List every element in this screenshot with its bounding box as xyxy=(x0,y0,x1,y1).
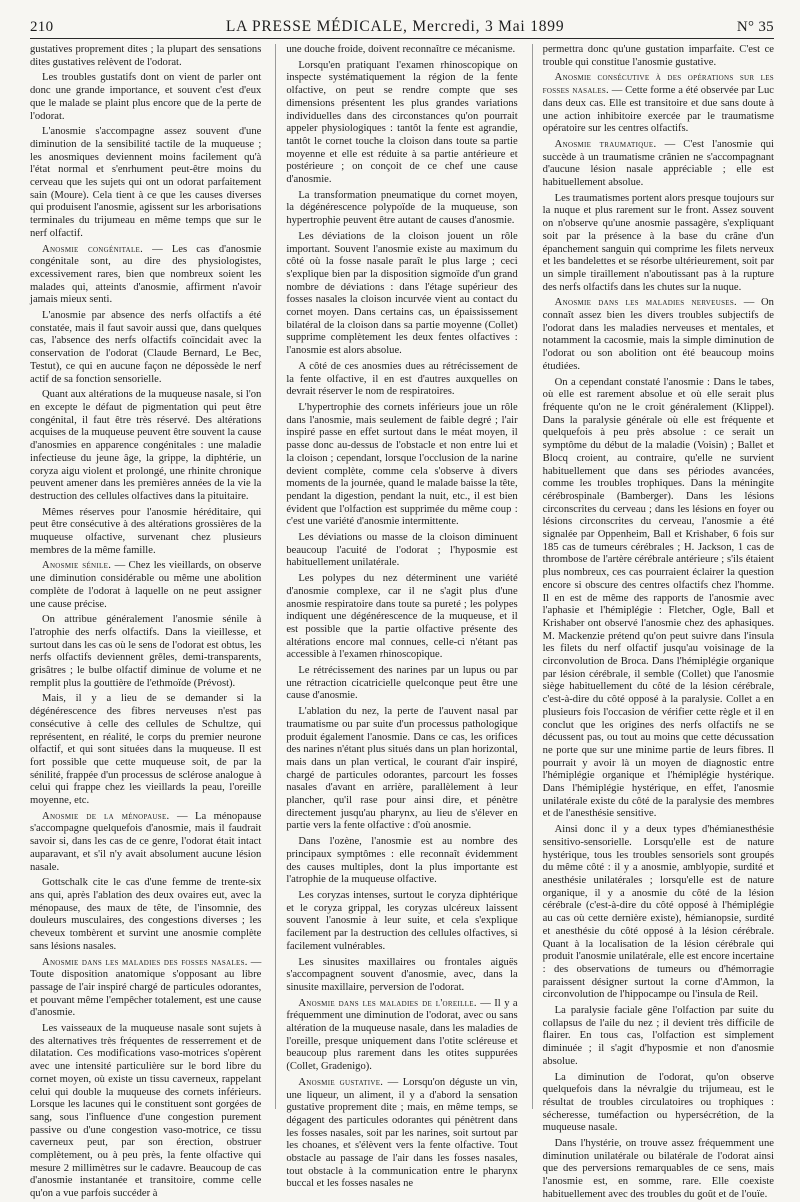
section-heading: Anosmie traumatique. xyxy=(554,138,657,150)
paragraph xyxy=(286,890,517,954)
paragraph xyxy=(286,190,517,228)
paragraph xyxy=(30,614,261,690)
paragraph-text: — Lorsqu'on déguste un vin, une liqueur, un aliment, il y a d'abord la sensation gustative proprement dite ; mais, en même temps, se dégagent des particules odorantes qui pénètrent dans les fosses nasales, soit par les narines, soit surtout par les choanes, et s'élèvent vers la fente olfactive. Tout obstacle au passage de l'air dans les fosses nasales, tout obstacle à la communication entre le pharynx buccal et les fosses nasales ne xyxy=(286,1076,518,1190)
section-heading: Anosmie congénitale. xyxy=(42,243,144,255)
paragraph-text: permettra donc qu'une gustation imparfaite. C'est ce trouble qui constitue l'anosmie gustative. xyxy=(542,44,774,68)
paragraph xyxy=(30,957,261,1021)
paragraph-text: La paralysie faciale gêne l'olfaction par suite du collapsus de l'aile du nez ; il devient très difficile de flairer. En tous cas, l'olfaction est simplement diminuée ; il s'agit d'hyposmie et non d'anosmie absolue. xyxy=(542,1005,774,1067)
paragraph xyxy=(30,310,261,386)
paragraph xyxy=(30,72,261,123)
paragraph xyxy=(286,1077,517,1191)
paragraph xyxy=(543,1005,774,1069)
paragraph xyxy=(286,231,517,358)
paragraph xyxy=(30,811,261,875)
section-heading: Anosmie dans les maladies nerveuses. xyxy=(554,297,737,309)
journal-title: LA PRESSE MÉDICALE, Mercredi, 3 Mai 1899 xyxy=(225,18,565,35)
paragraph xyxy=(543,824,774,1002)
paragraph-text: Les vaisseaux de la muqueuse nasale sont sujets à des alternatives très fréquentes de resserrement et de dilatation. Ces modifications vaso-motrices s'opèrent avec une intensité particulière sur le bord libre du cornet moyen, où existe un tissu caverneux, rappelant celui qui double la muqueuse des cornets inférieurs. Lorsque les lacunes qui le constituent sont gorgées de sang, sous l'influence d'une congestion purement passive ou d'une congestion vaso-motrice, ce tissu caverneux peut, par son érection, obstruer complètement, ou à peu près, la fente olfactive qui mesure 2 millimètres sur le cadavre. Beaucoup de cas d'anosmie instantanée et transitoire, comme celle qu'on a vue parfois succéder à xyxy=(30,1023,262,1200)
paragraph xyxy=(543,72,774,136)
paragraph-text: Les coryzas intenses, surtout le coryza diphtérique et le coryza grippal, les coryzas ulcéreux laissent souvent l'anosmie à leur suite, et cela s'explique facilement par la destruction des cellules olfactives, si facilement vulnérables. xyxy=(286,890,518,952)
paragraph-text: L'anosmie par absence des nerfs olfactifs a été constatée, mais il faut savoir aussi que, dans quelques cas, l'absence des nerfs olfactifs coïncidait avec la conservation de l'odorat (Claude Bernard, Le Bec, Testut), ce qui en aucune façon ne dépossède le nerf actif de sa fonction sensorielle. xyxy=(30,310,262,385)
paragraph xyxy=(30,1023,261,1201)
paragraph-text: L'ablation du nez, la perte de l'auvent nasal par traumatisme ou par suite d'un processus pathologique produit également l'anosmie. Dans ce cas, les orifices des narines n'étant plus situés dans un plan horizontal, mais dans un plan vertical, le courant d'air inspiré, chargé de particules odorantes, parcourt les fosses nasales d'avant en arrière, parallèlement à leur plancher, qu'il rase pour ainsi dire, et pénètre directement jusqu'au pharynx, au lieu de s'élever en partie vers la fente olfactive : d'où anosmie. xyxy=(286,706,518,832)
paragraph-text: — Il y a fréquemment une diminution de l'odorat, avec ou sans altération de la muqueuse nasale, dans les maladies de l'oreille, presque uniquement dans l'otite scléreuse et beaucoup plus rarement dans les otites suppurées (Collet, Gradenigo). xyxy=(286,997,518,1073)
paragraph xyxy=(543,139,774,190)
page-header xyxy=(30,10,774,39)
paragraph-text: A côté de ces anosmies dues au rétrécissement de la fente olfactive, il en est d'autres auxquelles on devrait réserver le nom de respiratoires. xyxy=(286,360,518,398)
paragraph-text: Le rétrécissement des narines par un lupus ou par une rétraction cicatricielle quelconque peut être une cause d'anosmie. xyxy=(286,665,518,702)
paragraph xyxy=(286,836,517,887)
paragraph-text: — Toute disposition anatomique s'opposant au libre passage de l'air inspiré chargé de particules odorantes, et pouvant même l'empêcher totalement, est une cause d'anosmie. xyxy=(30,956,262,1019)
column-middle xyxy=(275,44,518,1190)
paragraph xyxy=(30,126,261,240)
paragraph xyxy=(30,877,261,953)
paragraph xyxy=(543,297,774,373)
paragraph-text: Les déviations ou masse de la cloison diminuent beaucoup l'acuité de l'odorat ; l'hyposmie est habituellement unilatérale. xyxy=(286,532,518,569)
paragraph xyxy=(543,1138,774,1202)
paragraph-text: Ainsi donc il y a deux types d'hémianesthésie sensitivo-sensorielle. Lorsqu'elle est de nature hystérique, tous les troubles sensoriels sont groupés du même côté : il y a anosmie, amblyopie, surdité et anesthésie unilatérales ; lorsqu'elle est de nature organique, il y a anosmie du côté de la lésion cérébrale (c'est-à-dire du côté opposé à l'hémiplégie au cas où cette dernière existe), hémianopsie, surdité et anesthésie du côté opposé à la lésion cérébrale. Quant à la localisation de la lésion cérébrale qui produit l'anosmie unilatérale, elle est encore incertaine : des observations de tumeurs ou d'hémorragie paraissent désigner surtout la corne d'Ammon, la circonvolution de l'hippocampe ou l'insula de Reil. xyxy=(542,824,774,1001)
column-left xyxy=(30,44,262,1200)
paragraph xyxy=(543,377,774,822)
article-body xyxy=(30,44,774,1200)
section-heading: Anosmie consécutive à des opérations sur les fosses nasales. xyxy=(542,72,774,97)
paragraph xyxy=(286,60,517,187)
paragraph-text: — La ménopause s'accompagne quelquefois d'anosmie, mais il faudrait savoir si, dans les cas de ce genre, l'odorat était intact auparavant, et s'il n'y avait absolument aucune lésion nasale. xyxy=(30,810,262,873)
paragraph-text: La transformation pneumatique du cornet moyen, la dégénérescence polypoïde de la muqueuse, son hypertrophie peuvent être autant de causes d'anosmie. xyxy=(286,189,518,227)
paragraph-text: — Cette forme a été observée par Luc dans deux cas. Elle est transitoire et due sans doute à une action inhibitoire exercée par le traumatisme opératoire sur les centres olfactifs. xyxy=(542,85,774,135)
paragraph-text: — C'est l'anosmie qui succède à un traumatisme crânien ne s'accompagnant d'aucune lésion nasale appréciable ; elle est habituellement absolue. xyxy=(542,138,774,189)
paragraph xyxy=(30,244,261,308)
paragraph-text: Les déviations de la cloison jouent un rôle important. Souvent l'anosmie existe au maximum du côté où la fosse nasale paraît le plus large ; ceci s'explique bien par la disposition sigmoïde d'un grand nombre de déviations : dans l'étage supérieur des fosses nasales la cloison incurvée vient au contact du cornet moyen. Dans certains cas, un épaississement bilatéral de la cloison dans sa partie moyenne (Collet) supprime complètement les deux fentes olfactives : l'anosmie est alors absolue. xyxy=(286,230,518,357)
paragraph-text: — Chez les vieillards, on observe une diminution considérable ou même une abolition complète de l'odorat à laquelle on ne peut assigner une cause précise. xyxy=(30,560,262,610)
paragraph-text: — On connaît assez bien les divers troubles subjectifs de l'odorat dans les maladies nerveuses et mentales, et notamment la cacosmie, mais la simple diminution de l'odorat ou son abolition ont été beaucoup moins étudiées. xyxy=(542,297,774,372)
paragraph xyxy=(543,44,774,69)
paragraph xyxy=(30,560,261,611)
paragraph-text: Dans l'hystérie, on trouve assez fréquemment une diminution unilatérale ou bilatérale de l'odorat ainsi que des perversions remarquables de ce sens, mais l'anosmie est, en somme, rare. Elle coexiste habituellement avec des troubles du goût et de l'ouïe. xyxy=(542,1138,774,1200)
paragraph-text: On attribue généralement l'anosmie sénile à l'atrophie des nerfs olfactifs. Dans la vieillesse, et surtout dans les cas où le sens de l'odorat est obtus, les nerfs olfactifs deviennent grêles, demi-transparents, grisâtres ; le bulbe olfactif diminue de volume et ne remplit plus la gouttière de l'ethmoïde (Prévost). xyxy=(30,614,262,689)
paragraph xyxy=(286,998,517,1074)
paragraph-text: Mais, il y a lieu de se demander si la dégénérescence des fibres nerveuses n'est pas consécutive à celle des cellules de Schultze, qui représentent, en réalité, le corps du premier neurone olfactif, et qui sont situées dans la muqueuse. Il est fort possible que cette muqueuse soit, de par la sénilité, frappée d'un processus de sclérose analogue à celui qui frappe chez les vieillards la peau, l'oreille moyenne, etc. xyxy=(30,693,262,807)
paragraph-text: Les polypes du nez déterminent une variété d'anosmie complexe, car il ne s'agit plus d'une anosmie respiratoire dans toute sa pureté ; les polypes indiquent une dégénérescence de la muqueuse, et il est possible que la partie olfactive présente des altérations encore mal connues, celle-ci n'étant pas accessible à l'examen rhinoscopique. xyxy=(286,573,518,661)
paragraph-text: gustatives proprement dites ; la plupart des sensations dites gustatives relèvent de l'odorat. xyxy=(30,44,262,68)
paragraph xyxy=(286,573,517,662)
paragraph xyxy=(30,44,261,69)
paragraph-text: Les traumatismes portent alors presque toujours sur la nuque et plus rarement sur le front. Assez souvent on n'observe qu'une anosmie passagère, s'expliquant soit par la présence à la base du crâne d'un épanchement sanguin qui comprime les filets nerveux et les bandelettes et se résorbe ultérieurement, soit par un simple tiraillement n'aboutissant pas à la rupture des nerfs olfactifs dans les chutes sur la nuque. xyxy=(542,192,774,293)
paragraph xyxy=(30,389,261,503)
paragraph-text: Quant aux altérations de la muqueuse nasale, si l'on en excepte le défaut de pigmentation qui peut être congénital, il faut être très réservé. Des altérations acquises de la muqueuse peuvent être souvent la cause d'anosmies en apparence congénitales : une maladie infectieuse du jeune âge, la grippe, la diphtérie, un coryza aigu violent et prolongé, une rhinite chronique peuvent amener dans les premières années de la vie la destruction des cellules olfactives dans la pituitaire. xyxy=(30,389,262,502)
section-heading: Anosmie dans les maladies de l'oreille. xyxy=(298,997,477,1009)
paragraph-text: L'hypertrophie des cornets inférieurs joue un rôle dans l'anosmie, mais seulement de faible degré ; l'air inspiré passe en effet surtout dans le méat moyen, il passe donc au-dessus de l'obstacle et non entre lui et la cloison ; cependant, lorsque l'occlusion de la narine devient complète, comme cela s'observe à divers moments de la journée, quand le malade baisse la tête, pendant la digestion, pendant la nuit, etc., il est bien évident que l'olfaction est supprimée du même coup : c'est une variété d'anosmie intermittente. xyxy=(286,401,518,528)
section-heading: Anosmie de la ménopause. xyxy=(42,810,170,822)
paragraph xyxy=(286,532,517,570)
section-heading: Anosmie sénile. xyxy=(42,560,112,572)
paragraph-text: Les troubles gustatifs dont on vient de parler ont donc une grande importance, et souvent c'est d'eux que le malade se plaint plus encore que de la perte de l'odorat. xyxy=(30,72,262,122)
paragraph-text: L'anosmie s'accompagne assez souvent d'une diminution de la sensibilité tactile de la muqueuse ; les anosmiques deviennent moins facilement qu'à l'état normal et s'enrhument peut-être moins du cerveau que les sujets qui ont un odorat parfaitement sain (Moure). Cela tient à ce que les causes diverses qui produisent l'anosmie, agissent sur les arborisations terminales du trijumeau en même temps que sur le nerf olfactif. xyxy=(30,126,262,239)
paragraph xyxy=(543,1072,774,1136)
issue-number: N° 35 xyxy=(736,19,774,35)
paragraph-text: Mêmes réserves pour l'anosmie héréditaire, qui peut être consécutive à des altérations grossières de la muqueuse olfactive, survenant chez plusieurs membres de la même famille. xyxy=(30,506,262,556)
paragraph-text: Dans l'ozène, l'anosmie est au nombre des principaux symptômes : elle reconnaît évidemment des causes multiples, dont la plus importante est l'atrophie de la muqueuse olfactive. xyxy=(286,836,518,886)
paragraph-text: Les sinusites maxillaires ou frontales aiguës s'accompagnent souvent d'anosmie, avec, dans la sinusite maxillaire, perversion de l'odorat. xyxy=(286,956,518,993)
paragraph xyxy=(286,402,517,529)
paragraph xyxy=(30,507,261,558)
section-heading: Anosmie dans les maladies des fosses nasales. xyxy=(42,956,248,968)
paragraph-text: Gottschalk cite le cas d'une femme de trente-six ans qui, après l'ablation des deux ovaires eut, avec la ménopause, des maux de tête, de l'insomnie, des douleurs musculaires, des congestions diverses ; les cheveux tombèrent et survint une anosmie complète sans lésions nasales. xyxy=(30,877,262,952)
paragraph xyxy=(286,957,517,995)
paragraph-text: — Les cas d'anosmie congénitale sont, au dire des physiologistes, excessivement rares, bien que nombreux soient les malades qui, atteints d'anosmie, affirment n'avoir jamais mieux senti. xyxy=(30,243,262,306)
paragraph-text: On a cependant constaté l'anosmie : Dans le tabes, où elle est rarement absolue et où elle serait plus fréquente qu'on ne le croit généralement (Klippel). Dans la paralysie générale où elle est fréquente et quelquefois à peu près absolue : ce serait un symptôme du début de la maladie (Voisin) ; Ballet et Blocq croient, au contraire, qu'elle ne survient habituellement que dans ses périodes avancées, comme les troubles trophiques. Dans la méningite cérébrospinale (Bamberger). Dans les lésions circonscrites du cerveau ; dans les lésions en foyer ou lésions circonscrites du cerveau, l'anosmie a été signalée par Oppenheim, Ball et Krishaber, 6 fois sur 185 cas de tumeurs cérébrales ; H. Jackson, 1 cas de thrombose de l'artère cérébrale antérieure ; s'ils étaient plus nombreux, ces cas pourraient éclairer la question encore si obscure des centres olfactifs chez l'homme. Il en est de même des rapports de l'anosmie avec l'aphasie et l'hémiplégie : Fletcher, Ogle, Ball et Krishaber ont observé l'anosmie chez des aphasiques. M. Mackenzie prétend qu'on peut suivre dans l'insula les filets du nerf olfactif jusqu'au voisinage de la circonvolution de Broca. Dans l'hémiplégie organique par lésion cérébrale, il semble (Collet) que l'anosmie siège habituellement du côté de la lésion cérébrale, c'est-à-dire du côté opposé à la paralysie. Collet a en plusieurs fois l'occasion de vérifier cette règle et il en conclut que les origines des nerfs olfactifs ne se décussent pas, ou tout au moins que cette décussation ne porte que sur une minime partie de leurs fibres. Il pourrait y avoir là un moyen de diagnostic entre l'hémiplégie organique et l'hémiplégie hystérique. Dans l'hémiplégie hystérique, en effet, l'anosmie unilatérale existe du côté de la paralysie des membres et de l'anesthésie sensitive. xyxy=(542,376,774,820)
page-number: 210 xyxy=(30,19,54,35)
paragraph-text: La diminution de l'odorat, qu'on observe quelquefois dans la névralgie du trijumeau, est le résultat de troubles circulatoires ou trophiques : sécheresse, tuméfaction ou hypersécrétion, de la muqueuse nasale. xyxy=(542,1071,774,1134)
paragraph-text: une douche froide, doivent reconnaître ce mécanisme. xyxy=(286,44,516,55)
paragraph xyxy=(286,706,517,833)
paragraph xyxy=(286,665,517,703)
paragraph-text: Lorsqu'en pratiquant l'examen rhinoscopique on inspecte systématiquement la région de la fente olfactive, on peut se rendre compte que ses dimensions présentent les plus grandes variations individuelles dans des circonstances qu'on pourrait appeler physiologiques : tantôt la fente est agrandie, tantôt le cornet touche la cloison dans toute sa partie moyenne et elle est réduite à sa partie antérieure et postérieure ; on conçoit de ce chef une cause d'anosmie. xyxy=(286,59,518,186)
column-right xyxy=(532,44,774,1200)
paragraph xyxy=(30,693,261,807)
paragraph xyxy=(286,361,517,399)
paragraph xyxy=(286,44,517,57)
section-heading: Anosmie gustative. xyxy=(298,1076,384,1088)
paragraph xyxy=(543,193,774,295)
